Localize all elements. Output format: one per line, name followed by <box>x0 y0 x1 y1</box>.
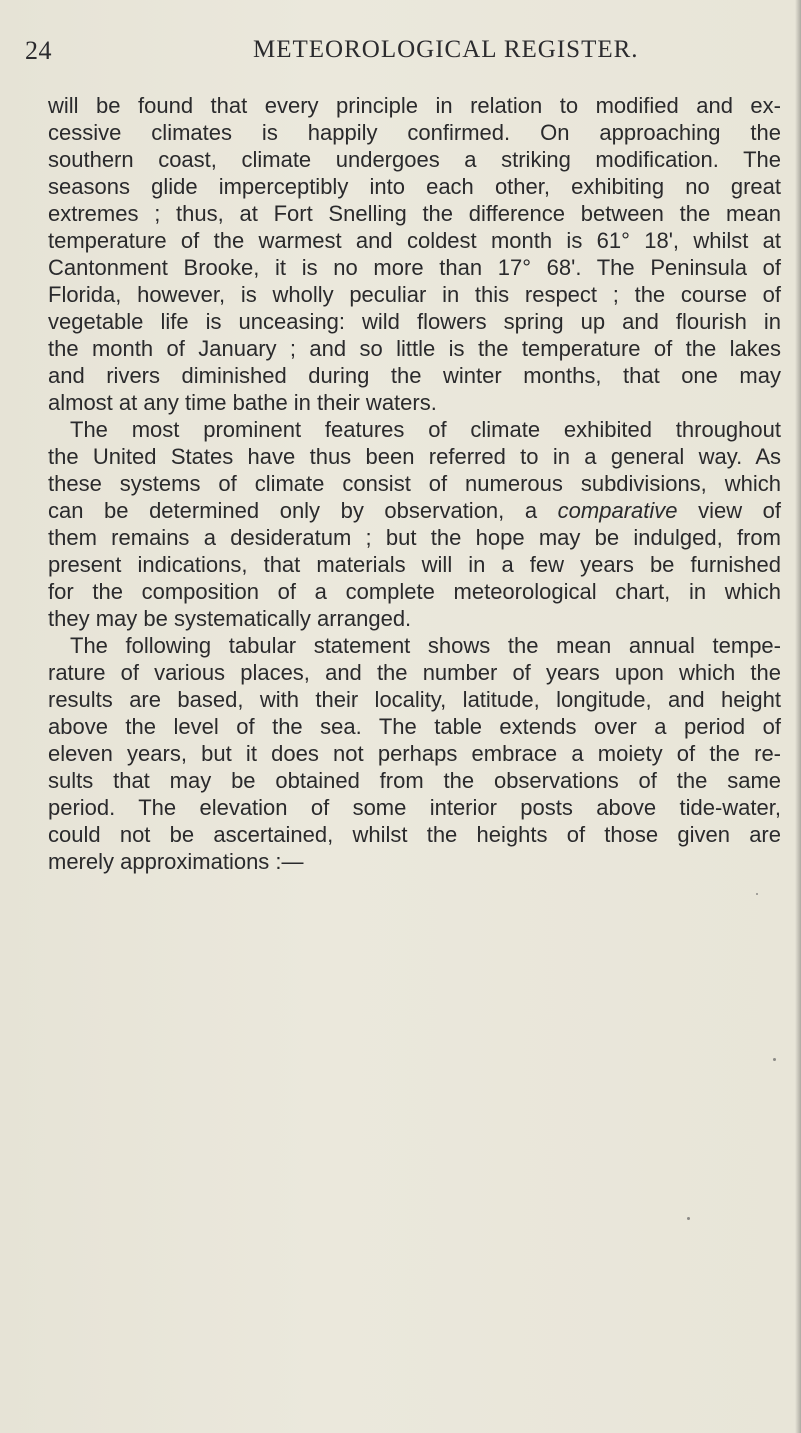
text-line: cessive climates is happily confirmed. On approaching the <box>48 120 781 145</box>
text-line: could not be ascertained, whilst the heights of those given are <box>48 822 781 847</box>
page-header <box>25 36 725 76</box>
paper-speck <box>756 893 758 895</box>
text-fragment: can be determined only by observation, a <box>48 498 558 523</box>
text-line: The following tabular statement shows the mean annual tempe- <box>70 633 781 658</box>
text-line: southern coast, climate undergoes a striking modification. The <box>48 147 781 172</box>
text-line: period. The elevation of some interior posts above tide-water, <box>48 795 781 820</box>
text-line: seasons glide imperceptibly into each other, exhibiting no great <box>48 174 781 199</box>
text-line: merely approximations :— <box>48 849 304 874</box>
text-line: almost at any time bathe in their waters. <box>48 390 437 415</box>
text-line: rature of various places, and the number of years upon which the <box>48 660 781 685</box>
text-line: results are based, with their locality, latitude, longitude, and height <box>48 687 781 712</box>
text-line: present indications, that materials will in a few years be furnished <box>48 552 781 577</box>
text-line: the United States have thus been referred to in a general way. As <box>48 444 781 469</box>
text-line: extremes ; thus, at Fort Snelling the difference between the mean <box>48 201 781 226</box>
text-line: they may be systematically arranged. <box>48 606 412 631</box>
paper-speck <box>773 1058 776 1061</box>
page-number: 24 <box>25 36 52 65</box>
text-line: vegetable life is unceasing: wild flowers spring up and flourish in <box>48 309 781 334</box>
italic-term: comparative <box>557 498 678 523</box>
text-line: above the level of the sea. The table extends over a period of <box>48 714 781 739</box>
text-line: The most prominent features of climate exhibited throughout <box>70 417 781 442</box>
text-line: temperature of the warmest and coldest month is 61° 18', whilst at <box>48 228 781 253</box>
text-line: will be found that every principle in relation to modified and ex- <box>48 93 781 118</box>
text-line: them remains a desideratum ; but the hope may be indulged, from <box>48 525 781 550</box>
text-fragment: view of <box>677 498 781 523</box>
text-line: Cantonment Brooke, it is no more than 17° 68'. The Peninsula of <box>48 255 781 280</box>
page-edge-shadow <box>795 0 801 1433</box>
body-text <box>48 92 781 875</box>
paper-speck <box>687 1217 690 1220</box>
running-head: METEOROLOGICAL REGISTER. <box>253 36 639 63</box>
text-line: for the composition of a complete meteorological chart, in which <box>48 579 781 604</box>
text-line: sults that may be obtained from the observations of the same <box>48 768 781 793</box>
text-line: and rivers diminished during the winter months, that one may <box>48 363 781 388</box>
text-line: the month of January ; and so little is the temperature of the lakes <box>48 336 781 361</box>
text-line: Florida, however, is wholly peculiar in this respect ; the course of <box>48 282 781 307</box>
text-line: eleven years, but it does not perhaps embrace a moiety of the re- <box>48 741 781 766</box>
text-line-with-italic <box>48 497 781 524</box>
text-line: these systems of climate consist of numerous subdivisions, which <box>48 471 781 496</box>
